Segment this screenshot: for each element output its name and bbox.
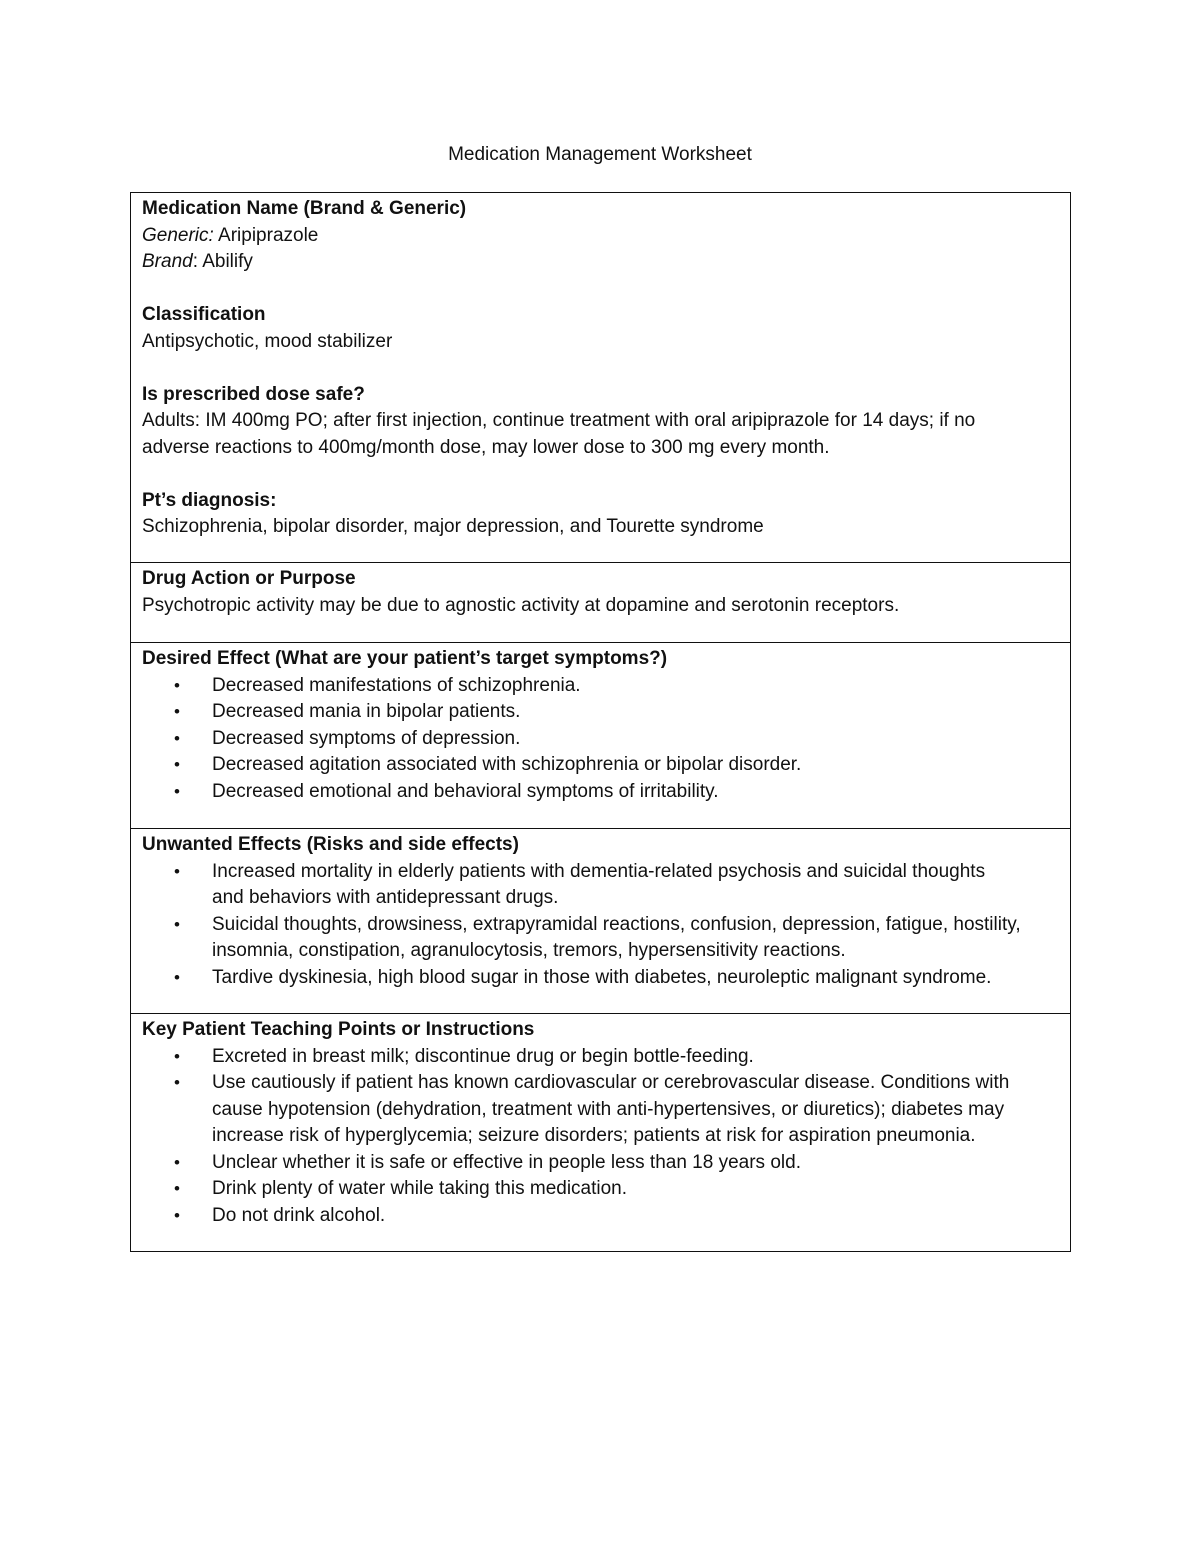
list-item-text: and behaviors with antidepressant drugs.: [212, 887, 559, 908]
bullet-icon: •: [174, 1152, 180, 1172]
list-item: [142, 912, 1060, 965]
generic-label: Generic:: [142, 224, 214, 246]
list-item: [142, 1150, 1060, 1177]
dose-text-line: Adults: IM 400mg PO; after first injection, continue treatment with oral aripiprazole for 14 days; if no: [142, 410, 976, 431]
list-item-text: insomnia, constipation, agranulocytosis, tremors, hypersensitivity reactions.: [212, 940, 846, 961]
desired-effect-heading: Desired Effect (What are your patient’s target symptoms?): [142, 648, 668, 669]
list-item: [142, 1070, 1060, 1150]
bullet-icon: •: [174, 755, 180, 774]
drug-action-section: [131, 563, 1070, 643]
generic-name-row: [142, 223, 1060, 250]
bullet-icon: •: [174, 728, 180, 748]
bullet-icon: •: [174, 1046, 180, 1066]
classification-heading: Classification: [142, 304, 266, 325]
teaching-points-section: [131, 1014, 1070, 1251]
list-item: [142, 699, 1060, 726]
spacer: [142, 276, 1060, 303]
list-item-text: Excreted in breast milk; discontinue drug or begin bottle-feeding.: [212, 1045, 754, 1067]
generic-value: Aripiprazole: [213, 224, 319, 246]
page-title: Medication Management Worksheet: [448, 144, 752, 165]
diagnosis-value: Schizophrenia, bipolar disorder, major depression, and Tourette syndrome: [142, 516, 764, 537]
bullet-icon: •: [174, 861, 180, 881]
list-item: [142, 859, 1060, 912]
list-item-text: Do not drink alcohol.: [212, 1204, 386, 1226]
list-item: [142, 752, 1060, 779]
list-item: [142, 673, 1060, 700]
unwanted-effects-section: [131, 829, 1070, 1014]
list-item: [142, 726, 1060, 753]
list-item-text: cause hypotension (dehydration, treatment with anti-hypertensives, or diuretics); diabetes may: [212, 1098, 1005, 1120]
list-item-text: Decreased mania in bipolar patients.: [212, 701, 521, 722]
spacer: [142, 461, 1060, 488]
unwanted-effects-heading: Unwanted Effects (Risks and side effects): [142, 834, 519, 855]
brand-label: Brand: [142, 251, 193, 272]
list-item-text: Use cautiously if patient has known cardiovascular or cerebrovascular disease. Conditions with: [212, 1072, 1010, 1093]
list-item-text: Tardive dyskinesia, high blood sugar in those with diabetes, neuroleptic malignant syndrome.: [212, 966, 992, 988]
spacer: [142, 355, 1060, 382]
bullet-icon: •: [174, 967, 180, 987]
list-item: [142, 1203, 1060, 1230]
list-item: [142, 1176, 1060, 1203]
bullet-icon: •: [174, 1179, 180, 1198]
list-item: [142, 1044, 1060, 1071]
bullet-icon: •: [174, 1073, 180, 1092]
brand-name-row: [142, 249, 1060, 276]
diagnosis-heading: Pt’s diagnosis:: [142, 489, 277, 511]
bullet-icon: •: [174, 1205, 180, 1225]
drug-action-heading: Drug Action or Purpose: [142, 568, 356, 589]
classification-value: Antipsychotic, mood stabilizer: [142, 330, 393, 352]
list-item-text: Decreased symptoms of depression.: [212, 727, 521, 749]
medication-section: [131, 193, 1070, 563]
teaching-points-heading: Key Patient Teaching Points or Instructions: [142, 1019, 535, 1040]
list-item-text: Decreased manifestations of schizophrenia.: [212, 674, 581, 696]
list-item-text: increase risk of hyperglycemia; seizure disorders; patients at risk for aspiration pneumonia.: [212, 1125, 976, 1146]
desired-effect-list: [142, 673, 1060, 806]
desired-effect-section: [131, 643, 1070, 829]
list-item: [142, 779, 1060, 806]
unwanted-effects-list: [142, 859, 1060, 992]
brand-value: : Abilify: [192, 251, 253, 272]
list-item-text: Decreased agitation associated with schizophrenia or bipolar disorder.: [212, 754, 802, 775]
list-item: [142, 965, 1060, 992]
bullet-icon: •: [174, 675, 180, 695]
medication-name-heading: Medication Name (Brand & Generic): [142, 198, 467, 219]
drug-action-text: Psychotropic activity may be due to agnostic activity at dopamine and serotonin receptors.: [142, 594, 900, 616]
dose-heading: Is prescribed dose safe?: [142, 383, 365, 405]
list-item-text: Drink plenty of water while taking this medication.: [212, 1178, 628, 1199]
list-item-text: Suicidal thoughts, drowsiness, extrapyramidal reactions, confusion, depression, fatigue, hostility,: [212, 913, 1021, 935]
list-item-text: Decreased emotional and behavioral symptoms of irritability.: [212, 780, 719, 802]
bullet-icon: •: [174, 914, 180, 934]
list-item-text: Increased mortality in elderly patients with dementia-related psychosis and suicidal thoughts: [212, 860, 986, 882]
list-item-text: Unclear whether it is safe or effective in people less than 18 years old.: [212, 1151, 801, 1173]
bullet-icon: •: [174, 781, 180, 801]
teaching-points-list: [142, 1044, 1060, 1230]
bullet-icon: •: [174, 702, 180, 721]
worksheet-table: [130, 192, 1071, 1252]
dose-text-line: adverse reactions to 400mg/month dose, may lower dose to 300 mg every month.: [142, 436, 830, 458]
